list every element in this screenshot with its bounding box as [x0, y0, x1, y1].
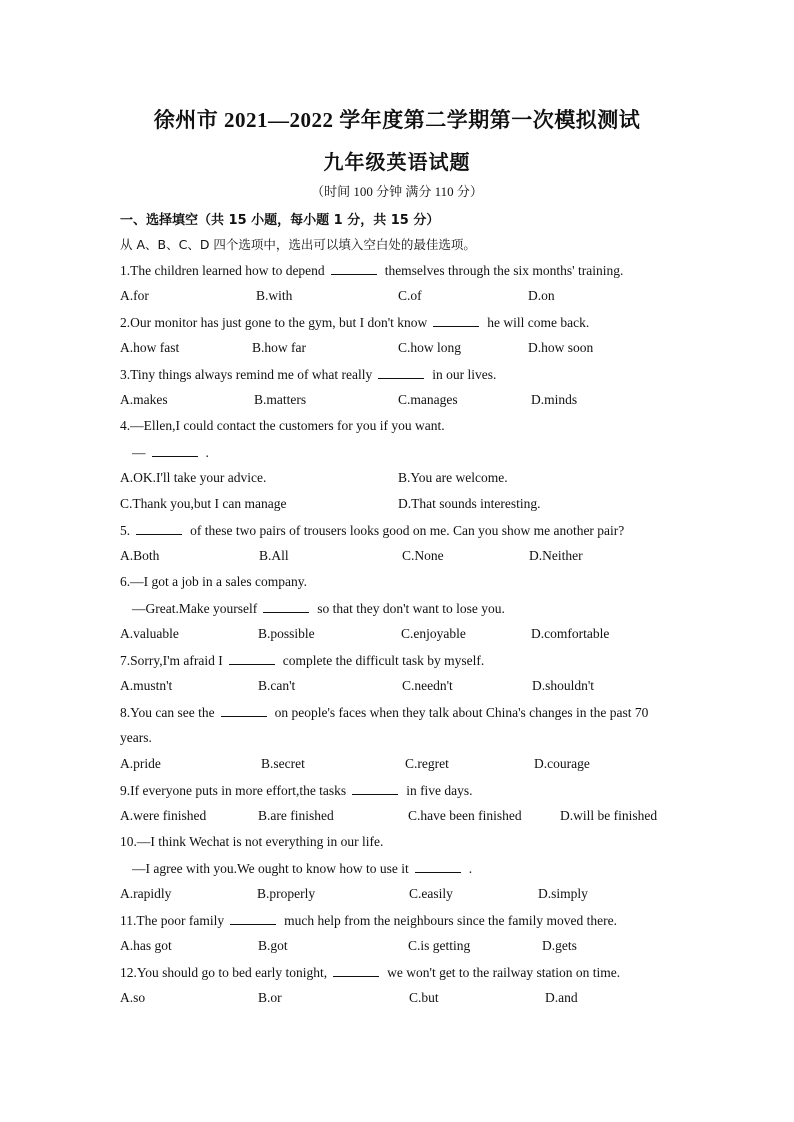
question-2	[120, 314, 589, 331]
question-8-continued: years.	[120, 730, 152, 745]
question-4: 4.—Ellen,I could contact the customers for you if you want.	[120, 418, 445, 433]
option-c: C.regret	[405, 756, 449, 771]
question-text: of these two pairs of trousers looks good on me. Can you show me another pair?	[190, 523, 625, 538]
answer-blank	[136, 522, 182, 535]
question-12	[120, 964, 620, 981]
answer-blank	[378, 366, 424, 379]
option-d: D.shouldn't	[532, 678, 595, 693]
option-c: C.needn't	[402, 678, 453, 693]
option-a: A.pride	[120, 756, 161, 771]
answer-blank	[415, 860, 461, 873]
question-6: 6.—I got a job in a sales company.	[120, 574, 307, 589]
question-7	[120, 652, 484, 669]
option-d: D.will be finished	[560, 808, 658, 823]
question-10: 10.—I think Wechat is not everything in our life.	[120, 834, 384, 849]
option-a: A.has got	[120, 938, 172, 953]
answer-blank	[229, 652, 275, 665]
question-text: 9.If everyone puts in more effort,the tasks	[120, 783, 347, 798]
question-4-reply	[132, 444, 209, 461]
option-c: C.is getting	[408, 938, 471, 953]
question-text: .	[205, 445, 209, 460]
question-text: in our lives.	[432, 367, 497, 382]
option-a: A.makes	[120, 392, 168, 407]
option-b: B.matters	[254, 392, 307, 407]
section-instruction: 从 A、B、C、D 四个选项中，选出可以填入空白处的最佳选项。	[120, 237, 476, 252]
question-text: 11.The poor family	[120, 913, 225, 928]
question-text: complete the difficult task by myself.	[282, 653, 485, 668]
question-text: .	[468, 861, 473, 876]
option-d: D.minds	[531, 392, 578, 407]
option-c: C.enjoyable	[401, 626, 466, 641]
question-text: so that they don't want to lose you.	[317, 601, 505, 616]
option-d: D.simply	[538, 886, 588, 901]
option-b: B.properly	[257, 886, 316, 901]
option-a: A.valuable	[120, 626, 179, 641]
question-text: 8.You can see the	[120, 705, 215, 720]
question-8	[120, 704, 648, 721]
option-d: D.and	[545, 990, 578, 1005]
option-c: C.Thank you,but I can manage	[120, 496, 287, 511]
question-text: he will come back.	[487, 315, 590, 330]
option-c: C.manages	[398, 392, 458, 407]
option-d: D.That sounds interesting.	[398, 496, 541, 511]
question-text: 7.Sorry,I'm afraid I	[120, 653, 223, 668]
option-c: C.of	[398, 288, 422, 303]
option-c: C.easily	[409, 886, 453, 901]
option-b: B.secret	[261, 756, 305, 771]
question-text: much help from the neighbours since the family moved there.	[284, 913, 618, 928]
option-b: B.how far	[252, 340, 306, 355]
question-text: —	[132, 445, 146, 460]
option-a: A.how fast	[120, 340, 180, 355]
answer-blank	[333, 964, 379, 977]
answer-blank	[230, 912, 276, 925]
option-b: B.All	[259, 548, 289, 563]
question-text: themselves through the six months' training.	[384, 263, 624, 278]
answer-blank	[221, 704, 267, 717]
question-11	[120, 912, 617, 929]
option-c: C.have been finished	[408, 808, 522, 823]
option-a: A.OK.I'll take your advice.	[120, 470, 267, 485]
question-text: 3.Tiny things always remind me of what really	[120, 367, 373, 382]
option-d: D.courage	[534, 756, 590, 771]
option-b: B.can't	[258, 678, 296, 693]
question-text: 5.	[120, 523, 131, 538]
question-text: 12.You should go to bed early tonight,	[120, 965, 328, 980]
question-text: —I agree with you.We ought to know how to use it	[132, 861, 409, 876]
exam-subtitle: 九年级英语试题	[323, 152, 471, 174]
question-text: in five days.	[406, 783, 473, 798]
option-b: B.You are welcome.	[398, 470, 508, 485]
option-c: C.but	[409, 990, 439, 1005]
exam-info: （时间 100 分钟 满分 110 分）	[311, 184, 483, 199]
question-5	[120, 522, 624, 539]
option-b: B.got	[258, 938, 288, 953]
section-heading: 一、选择填空（共 15 小题，每小题 1 分，共 15 分）	[120, 213, 440, 228]
answer-blank	[352, 782, 398, 795]
exam-title: 徐州市 2021—2022 学年度第二学期第一次模拟测试	[153, 108, 641, 132]
option-a: A.rapidly	[120, 886, 172, 901]
option-a: A.Both	[120, 548, 160, 563]
option-c: C.how long	[398, 340, 462, 355]
option-d: D.how soon	[528, 340, 594, 355]
option-b: B.with	[256, 288, 293, 303]
option-b: B.are finished	[258, 808, 334, 823]
question-9	[120, 782, 473, 799]
option-a: A.were finished	[120, 808, 207, 823]
question-text: we won't get to the railway station on time.	[387, 965, 621, 980]
question-1	[120, 262, 623, 279]
question-text: —Great.Make yourself	[132, 601, 258, 616]
answer-blank	[152, 444, 198, 457]
question-6-reply	[132, 600, 505, 617]
answer-blank	[263, 600, 309, 613]
question-3	[120, 366, 496, 383]
question-text: on people's faces when they talk about China's changes in the past 70	[274, 705, 649, 720]
option-d: D.Neither	[529, 548, 583, 563]
option-a: A.for	[120, 288, 149, 303]
question-text: 1.The children learned how to depend	[120, 263, 325, 278]
question-10-reply	[132, 860, 472, 877]
option-a: A.so	[120, 990, 146, 1005]
option-b: B.possible	[258, 626, 315, 641]
option-a: A.mustn't	[120, 678, 173, 693]
option-d: D.gets	[542, 938, 577, 953]
answer-blank	[433, 314, 479, 327]
option-d: D.on	[528, 288, 555, 303]
option-d: D.comfortable	[531, 626, 610, 641]
option-c: C.None	[402, 548, 444, 563]
question-text: 2.Our monitor has just gone to the gym, but I don't know	[120, 315, 428, 330]
answer-blank	[331, 262, 377, 275]
option-b: B.or	[258, 990, 282, 1005]
